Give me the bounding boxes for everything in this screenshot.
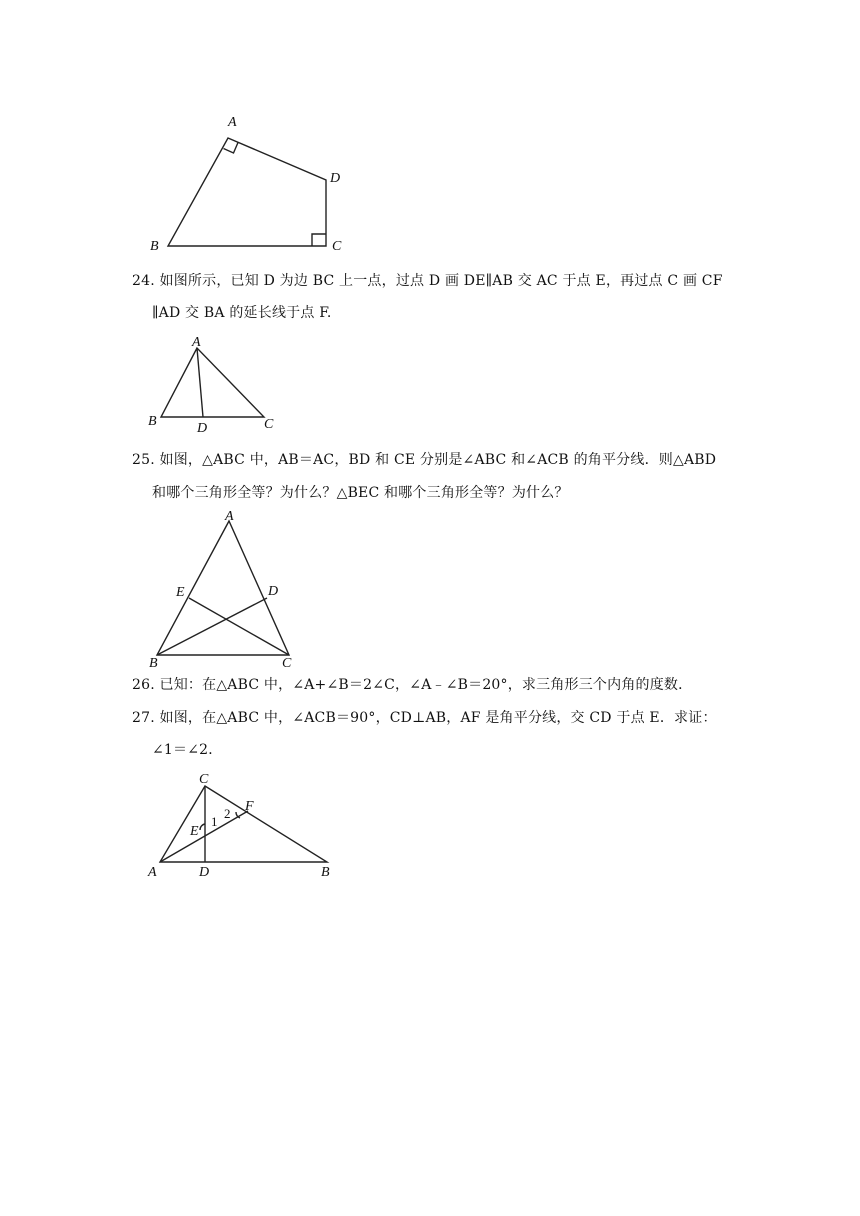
problem-text: 如图，△ABC 中，AB＝AC，BD 和 CE 分别是∠ABC 和∠ACB 的角平分线．则△ABD <box>159 452 717 468</box>
problem-number: 27. <box>132 710 155 726</box>
problem-27-line-1 <box>132 708 717 728</box>
problem-number: 26. <box>132 677 155 693</box>
label-D: D <box>330 171 341 186</box>
label-B: B <box>148 414 157 429</box>
problem-25-line-2 <box>152 483 569 503</box>
problem-27-line-2 <box>152 740 222 760</box>
problem-24-line-2 <box>152 303 332 323</box>
label-C: C <box>282 656 292 671</box>
label-B: B <box>150 239 159 254</box>
label-D: D <box>197 421 208 436</box>
problem-26-line-1 <box>132 675 692 695</box>
figure-24-triangle <box>140 330 280 438</box>
problem-text: 如图，在△ABC 中，∠ACB＝90°，CD⊥AB，AF 是角平分线，交 CD 于点 E．求证： <box>159 710 717 726</box>
problem-number: 25. <box>132 452 155 468</box>
problem-number: 24. <box>132 273 155 289</box>
label-C: C <box>264 417 274 432</box>
angle-1-label: 1 <box>211 814 218 829</box>
label-A: A <box>225 509 234 524</box>
label-D: D <box>199 865 210 880</box>
problem-text: 如图所示，已知 D 为边 BC 上一点，过点 D 画 DE∥AB 交 AC 于点 E，再过点 C 画 CF <box>159 273 723 289</box>
problem-text: ∥AD 交 BA 的延长线于点 F. <box>152 305 332 321</box>
label-E: E <box>176 585 185 600</box>
problem-25-line-1 <box>132 450 716 470</box>
label-C: C <box>199 772 209 787</box>
label-B: B <box>149 656 158 671</box>
problem-text: 已知：在△ABC 中，∠A+∠B＝2∠C，∠A﹣∠B＝20°，求三角形三个内角的度数． <box>159 677 693 693</box>
label-D: D <box>268 584 279 599</box>
label-A: A <box>228 115 237 130</box>
angle-2-label: 2 <box>224 806 231 821</box>
label-A: A <box>192 335 201 350</box>
label-E: E <box>190 824 199 839</box>
figure-25-isosceles-triangle <box>140 505 300 673</box>
problem-24-line-1 <box>132 271 723 291</box>
label-A: A <box>148 865 157 880</box>
figure-27-right-triangle <box>140 768 340 880</box>
label-F: F <box>245 799 254 814</box>
label-B: B <box>321 865 330 880</box>
label-C: C <box>332 239 342 254</box>
problem-text: ∠1＝∠2． <box>152 742 223 758</box>
problem-text: 和哪个三角形全等？为什么？△BEC 和哪个三角形全等？为什么？ <box>152 485 569 501</box>
figure-23-quadrilateral <box>140 108 350 258</box>
